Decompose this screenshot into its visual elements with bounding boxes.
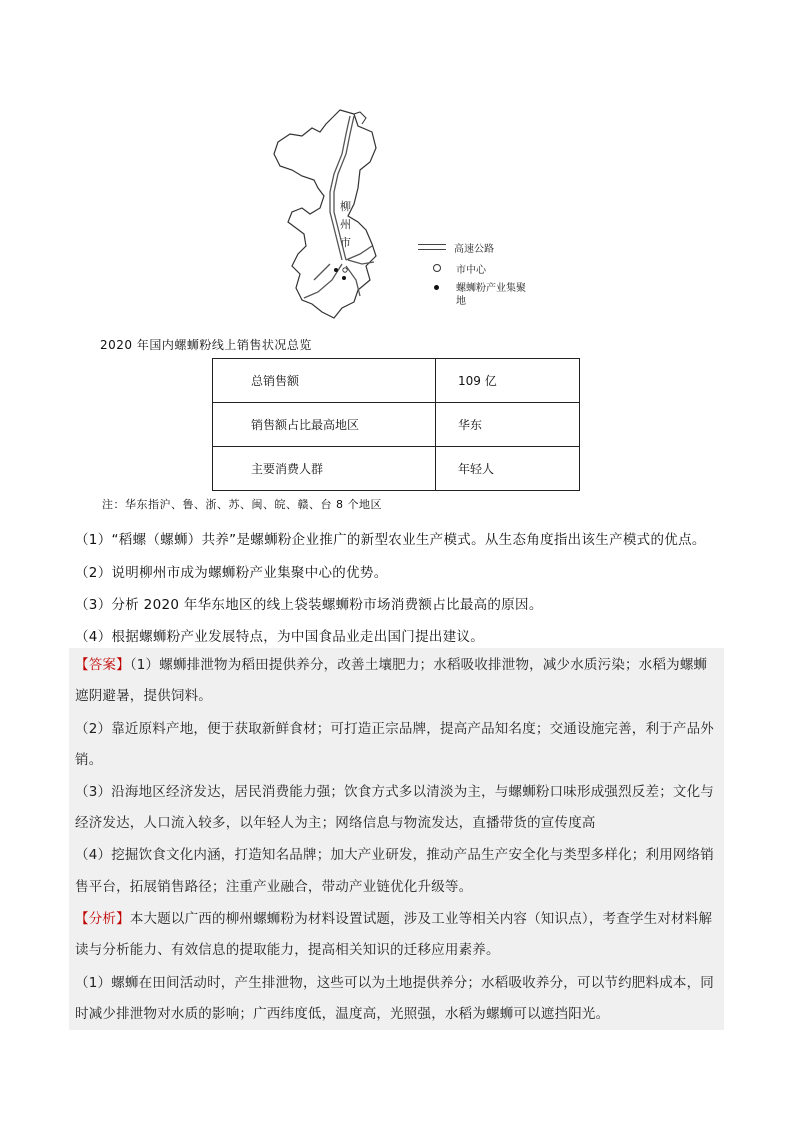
svg-text:市: 市 <box>340 236 351 249</box>
question-1: （1）“稻螺（螺蛳）共养”是螺蛳粉企业推广的新型农业生产模式。从生态角度指出该生产模式的优点。 <box>75 532 706 548</box>
legend-cluster: 螺蛳粉产业集聚地 <box>456 283 526 307</box>
city-label: 柳 <box>340 200 351 213</box>
answer-line: 遮阴避暑，提供饲料。 <box>75 688 212 704</box>
cluster-legend-icon <box>434 285 439 290</box>
table-caption: 2020 年国内螺蛳粉线上销售状况总览 <box>100 338 312 352</box>
row-key: 主要消费人群 <box>213 447 436 491</box>
legend-city-center: 市中心 <box>456 265 486 276</box>
city-center-marker <box>343 268 347 272</box>
analysis-line: （1）螺蛳在田间活动时，产生排泄物，这些可以为土地提供养分；水稻吸收养分，可以节约肥料成本，同 <box>75 975 714 991</box>
analysis-tag: 【分析】 <box>75 911 130 927</box>
city-center-legend-icon <box>433 264 441 272</box>
cluster-marker <box>342 276 346 280</box>
row-key: 销售额占比最高地区 <box>213 403 436 447</box>
question-4: （4）根据螺蛳粉产业发展特点，为中国食品业走出国门提出建议。 <box>75 629 485 645</box>
analysis-line: 读与分析能力、有效信息的提取能力，提高相关知识的迁移应用素养。 <box>75 942 500 958</box>
answer-background <box>69 648 724 1030</box>
analysis-line: 【分析】本大题以广西的柳州螺蛳粉为材料设置试题，涉及工业等相关内容（知识点），考查学生对材料解 <box>75 911 713 927</box>
table-row <box>213 403 580 447</box>
answer-line: （4）挖掘饮食文化内涵，打造知名品牌；加大产业研发，推动产品生产安全化与类型多样化；利用网络销 <box>75 847 714 863</box>
sales-table <box>212 358 580 491</box>
table-row <box>213 447 580 491</box>
answer-line: （2）靠近原料产地，便于获取新鲜食材；可打造正宗品牌，提高产品知名度；交通设施完善，利于产品外 <box>75 721 714 737</box>
table-row <box>213 359 580 403</box>
question-2: （2）说明柳州市成为螺蛳粉产业集聚中心的优势。 <box>75 565 388 581</box>
row-key: 总销售额 <box>213 359 436 403</box>
answer-line: 经济发达，人口流入较多，以年轻人为主；网络信息与物流发达，直播带货的宣传度高 <box>75 815 596 831</box>
svg-text:州: 州 <box>340 218 351 231</box>
expressway-legend-icon <box>418 244 446 250</box>
analysis-line: 时减少排泄物对水质的影响；广西纬度低，温度高，光照强，水稻为螺蛳可以遮挡阳光。 <box>75 1006 610 1022</box>
liuzhou-map <box>262 104 417 319</box>
row-value: 109 亿 <box>436 359 580 403</box>
row-value: 年轻人 <box>436 447 580 491</box>
cluster-marker <box>334 268 338 272</box>
answer-line: 【答案】（1）螺蛳排泄物为稻田提供养分，改善土壤肥力；水稻吸收排泄物，减少水质污染；水稻为螺蛳 <box>75 657 708 673</box>
question-3: （3）分析 2020 年华东地区的线上袋装螺蛳粉市场消费额占比最高的原因。 <box>75 597 543 613</box>
answer-line: 售平台，拓展销售路径；注重产业融合，带动产业链优化升级等。 <box>75 879 473 895</box>
answer-line: （3）沿海地区经济发达，居民消费能力强；饮食方式多以清淡为主，与螺蛳粉口味形成强烈反差；文化与 <box>75 784 714 800</box>
answer-line: 销。 <box>75 752 103 768</box>
table-note: 注：华东指沪、鲁、浙、苏、闽、皖、赣、台 8 个地区 <box>102 498 382 511</box>
legend-expressway: 高速公路 <box>454 244 494 255</box>
answer-tag: 【答案】 <box>75 657 130 673</box>
row-value: 华东 <box>436 403 580 447</box>
